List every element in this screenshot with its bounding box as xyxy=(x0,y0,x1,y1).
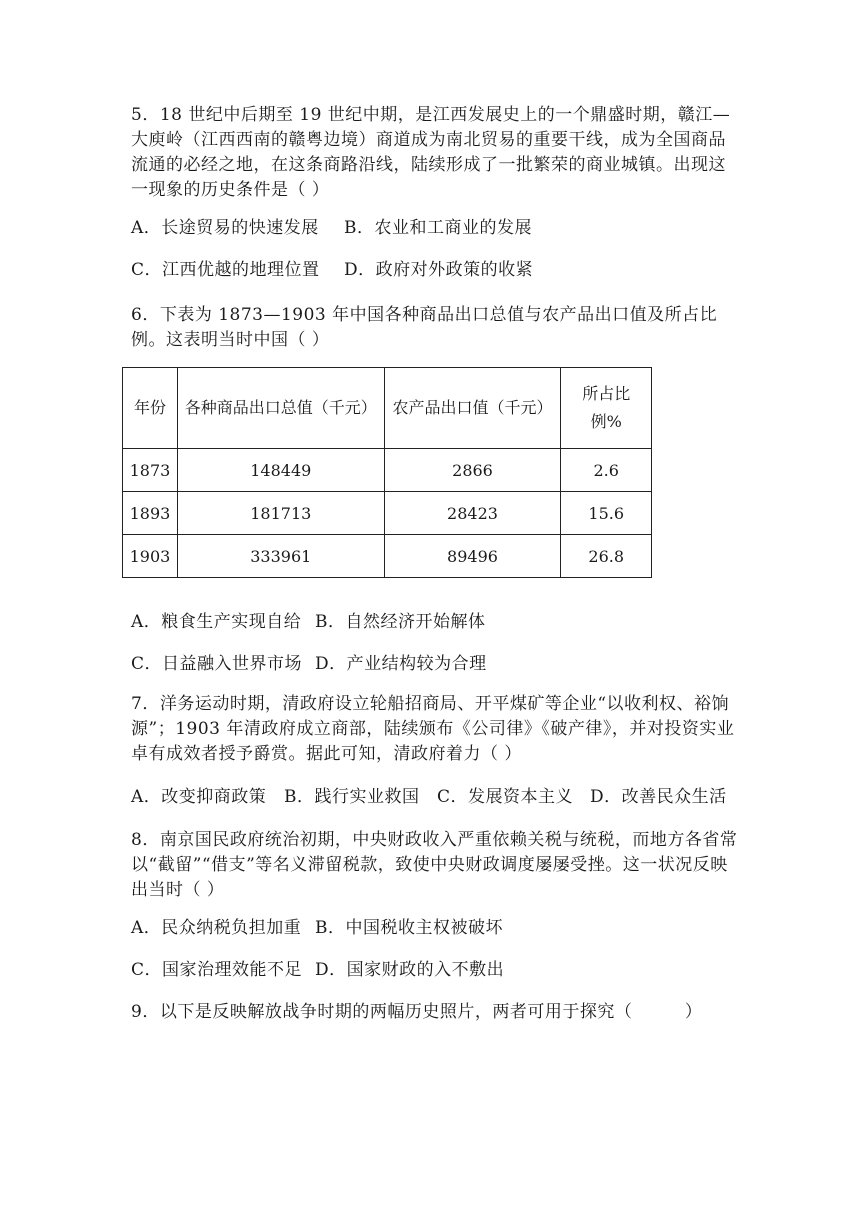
table-row xyxy=(123,535,652,578)
table-cell: 181713 xyxy=(177,492,384,535)
question-5-option-a: A．长途贸易的快速发展 xyxy=(131,218,319,238)
question-7-option-a: A．改变抑商政策 xyxy=(131,787,267,807)
question-7-options-row xyxy=(131,785,727,810)
question-5-option-d: D．政府对外政策的收紧 xyxy=(344,260,534,280)
question-6-stem: 6．下表为 1873—1903 年中国各种商品出口总值与农产品出口值及所占比例。这表明当时中国（ ） xyxy=(131,305,718,350)
table-header-total-export: 各种商品出口总值（千元） xyxy=(177,368,384,449)
table-cell: 1903 xyxy=(123,535,178,578)
table-row xyxy=(123,492,652,535)
question-8-option-a: A．民众纳税负担加重 xyxy=(131,918,302,938)
question-5-options-row-2 xyxy=(131,258,533,283)
table-cell: 15.6 xyxy=(561,492,652,535)
question-5-option-c: C．江西优越的地理位置 xyxy=(131,260,320,280)
table-cell: 1873 xyxy=(123,449,178,492)
question-8-option-d: D．国家财政的入不敷出 xyxy=(315,960,505,980)
table-header-row xyxy=(123,368,652,449)
question-5-option-b: B．农业和工商业的发展 xyxy=(344,218,532,238)
question-6-option-b: B．自然经济开始解体 xyxy=(315,612,486,632)
question-8-options-row-2 xyxy=(131,958,504,983)
table-cell: 28423 xyxy=(384,492,561,535)
table-cell: 148449 xyxy=(177,449,384,492)
table-cell: 333961 xyxy=(177,535,384,578)
question-6-options-row-1 xyxy=(131,610,486,635)
table-header-agri-export: 农产品出口值（千元） xyxy=(384,368,561,449)
table-cell: 2.6 xyxy=(561,449,652,492)
question-6-option-a: A．粮食生产实现自给 xyxy=(131,612,302,632)
question-7-option-d: D．改善民众生活 xyxy=(590,787,727,807)
question-8-stem: 8．南京国民政府统治初期，中央财政收入严重依赖关税与统税，而地方各省常以“截留”“借支”等名义滞留税款，致使中央财政调度屡屡受挫。这一状况反映出当时（ ） xyxy=(131,830,738,900)
question-7-option-c: C．发展资本主义 xyxy=(437,787,574,807)
question-7-stem: 7．洋务运动时期，清政府设立轮船招商局、开平煤矿等企业“以收利权、裕饷源”；1903 年清政府成立商部，陆续颁布《公司律》《破产律》，并对投资实业卓有成效者授予爵赏。据此可知，清政府着力（ ） xyxy=(131,694,735,764)
question-9-stem: 9．以下是反映解放战争时期的两幅历史照片，两者可用于探究（ ） xyxy=(131,1002,703,1022)
table-cell: 89496 xyxy=(384,535,561,578)
table-cell: 1893 xyxy=(123,492,178,535)
question-8-options-row-1 xyxy=(131,916,503,941)
export-data-table xyxy=(122,367,652,578)
question-6-option-d: D．产业结构较为合理 xyxy=(315,654,487,674)
table-header-year: 年份 xyxy=(123,368,178,449)
table-cell: 26.8 xyxy=(561,535,652,578)
question-6-option-c: C．日益融入世界市场 xyxy=(131,654,303,674)
table-cell: 2866 xyxy=(384,449,561,492)
question-5-options-row-1 xyxy=(131,216,532,241)
question-6-options-row-2 xyxy=(131,652,487,677)
table-header-ratio: 所占比例% xyxy=(561,368,652,449)
question-5-stem: 5．18 世纪中后期至 19 世纪中期，是江西发展史上的一个鼎盛时期，赣江—大庾岭（江西西南的赣粤边境）商道成为南北贸易的重要干线，成为全国商品流通的必经之地，在这条商路沿线，陆续形成了一批繁荣的商业城镇。出现这一现象的历史条件是（ ） xyxy=(131,105,731,200)
question-8-option-c: C．国家治理效能不足 xyxy=(131,960,303,980)
question-8-option-b: B．中国税收主权被破坏 xyxy=(315,918,503,938)
table-row xyxy=(123,449,652,492)
question-7-option-b: B．践行实业救国 xyxy=(284,787,420,807)
